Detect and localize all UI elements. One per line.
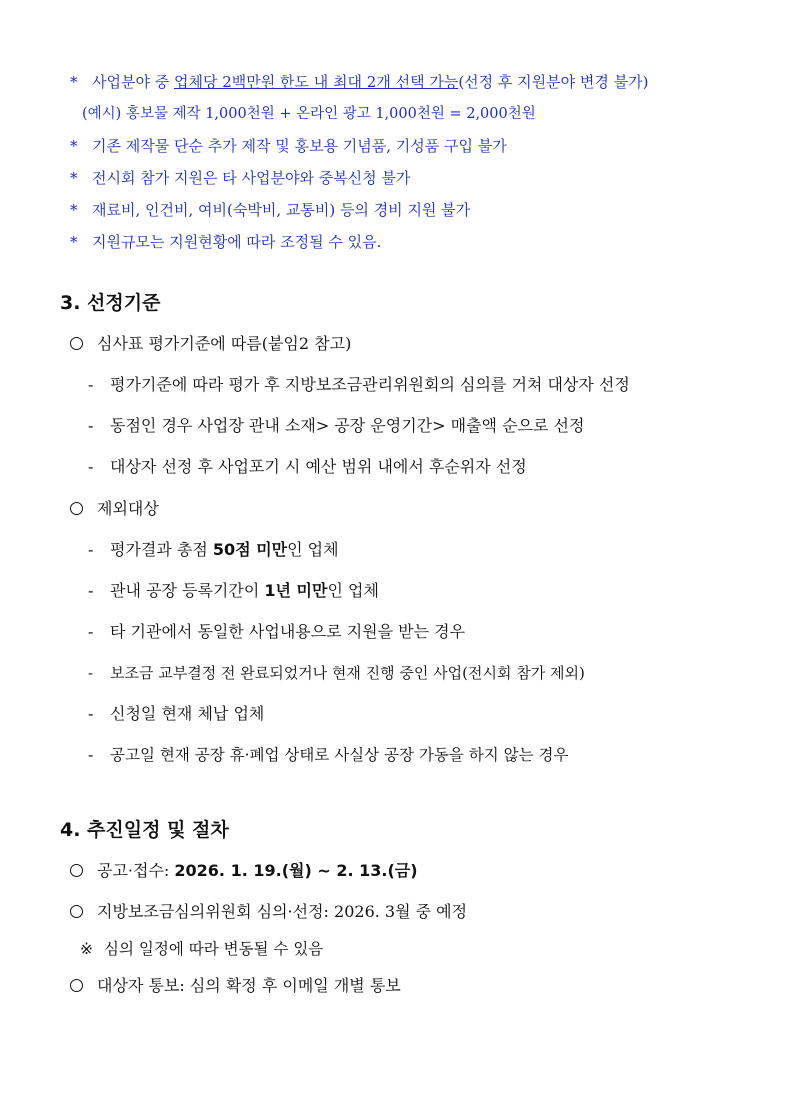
- note-expenses: * 재료비, 인건비, 여비(숙박비, 교통비) 등의 경비 지원 불가: [70, 194, 770, 226]
- criteria-item: - 동점인 경우 사업장 관내 소재> 공장 운영기간> 매출액 순으로 선정: [88, 416, 585, 435]
- asterisk-icon: *: [70, 233, 78, 251]
- circle-bullet-icon: [70, 864, 83, 877]
- asterisk-icon: *: [70, 201, 78, 219]
- schedule-step-notice: 대상자 통보: 심의 확정 후 이메일 개별 통보: [70, 974, 401, 998]
- criteria-item: - 대상자 선정 후 사업포기 시 예산 범위 내에서 후순위자 선정: [88, 457, 527, 476]
- asterisk-icon: *: [70, 169, 78, 187]
- exclusion-item: - 평가결과 총점 50점 미만인 업체: [88, 540, 339, 559]
- support-notes: [70, 66, 770, 258]
- note-example: (예시) 홍보물 제작 1,000천원 + 온라인 광고 1,000천원 = 2,000천원: [82, 106, 536, 122]
- exclusion-item: - 신청일 현재 체납 업체: [88, 704, 265, 723]
- note-scale: * 지원규모는 지원현황에 따라 조정될 수 있음.: [70, 226, 770, 258]
- schedule-step-review: 지방보조금심의위원회 심의·선정: 2026. 3월 중 예정: [70, 900, 467, 924]
- exclusion-bullet: 제외대상: [70, 497, 159, 521]
- circle-bullet-icon: [70, 979, 83, 992]
- underlined-limit: 업체당 2백만원 한도 내 최대 2개 선택 가능: [174, 73, 459, 91]
- criteria-item: - 평가기준에 따라 평가 후 지방보조금관리위원회의 심의를 거쳐 대상자 선정: [88, 375, 630, 394]
- circle-bullet-icon: [70, 502, 83, 515]
- circle-bullet-icon: [70, 905, 83, 918]
- exclusion-item: - 타 기관에서 동일한 사업내용으로 지원을 받는 경우: [88, 622, 466, 641]
- asterisk-icon: *: [70, 137, 78, 155]
- asterisk-icon: *: [70, 73, 78, 91]
- exclusion-item: - 공고일 현재 공장 휴·폐업 상태로 사실상 공장 가동을 하지 않는 경우: [88, 746, 569, 764]
- schedule-step-announcement: 공고·접수: 2026. 1. 19.(월) ~ 2. 13.(금): [70, 859, 418, 883]
- section-4-title: 4. 추진일정 및 절차: [60, 819, 229, 841]
- section-3-title: 3. 선정기준: [60, 292, 161, 314]
- note-category-limit: * 사업분야 중 업체당 2백만원 한도 내 최대 2개 선택 가능(선정 후 지원분야 변경 불가): [70, 66, 770, 98]
- exclusion-item: - 관내 공장 등록기간이 1년 미만인 업체: [88, 581, 379, 600]
- criteria-bullet: 심사표 평가기준에 따름(붙임2 참고): [70, 332, 351, 356]
- reference-mark-icon: ※: [80, 940, 93, 958]
- exclusion-item: - 보조금 교부결정 전 완료되었거나 현재 진행 중인 사업(전시회 참가 제외): [88, 664, 585, 682]
- note-no-reproduction: * 기존 제작물 단순 추가 제작 및 홍보용 기념품, 기성품 구입 불가: [70, 130, 770, 162]
- schedule-remark: ※ 심의 일정에 따라 변동될 수 있음: [80, 937, 323, 961]
- note-exhibition: * 전시회 참가 지원은 타 사업분야와 중복신청 불가: [70, 162, 770, 194]
- circle-bullet-icon: [70, 337, 83, 350]
